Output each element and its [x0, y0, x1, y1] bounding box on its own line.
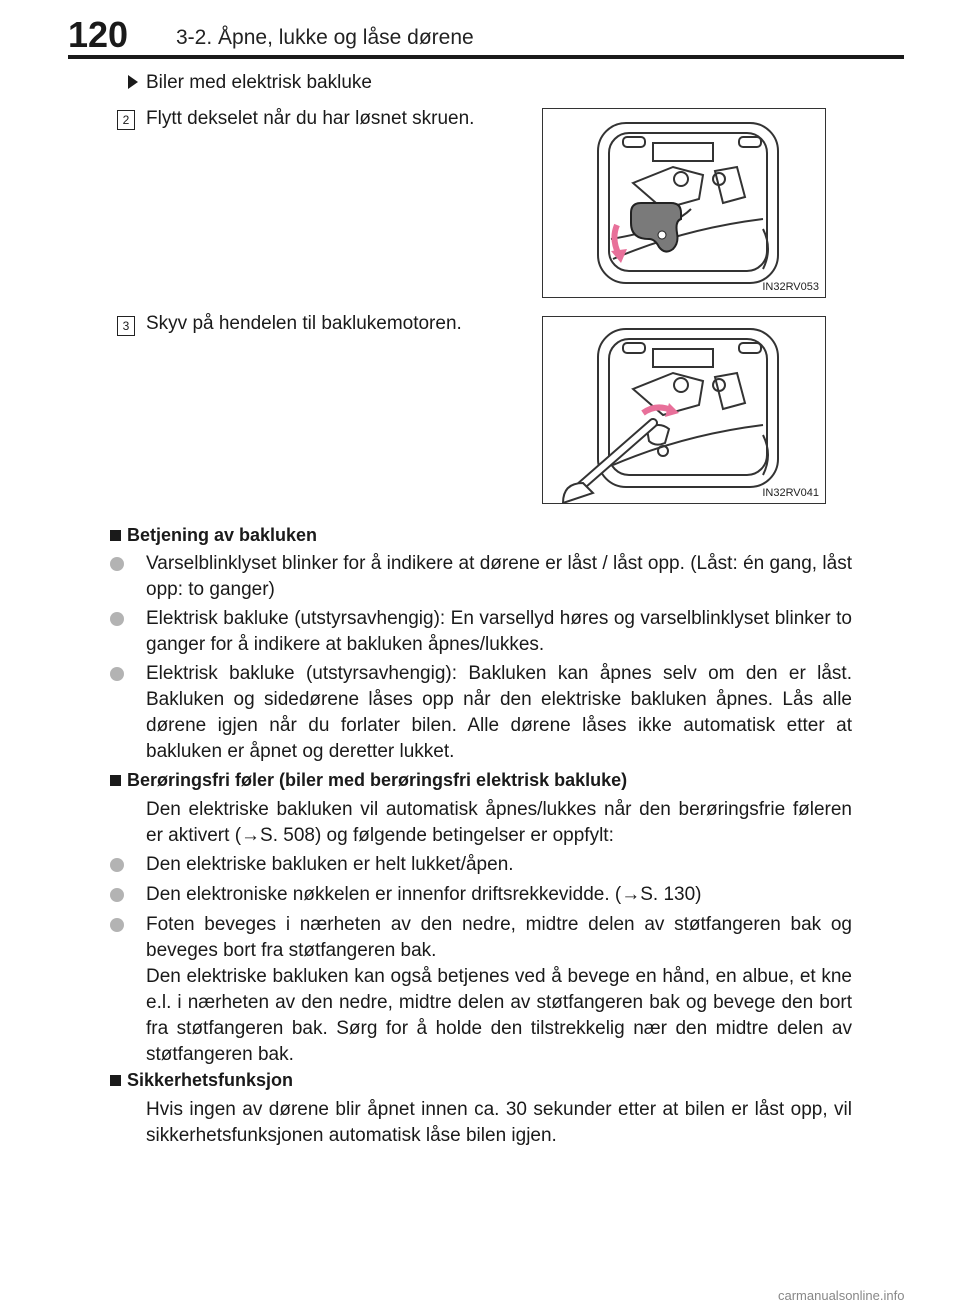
- list-item: [110, 551, 852, 603]
- list-item: [110, 606, 852, 658]
- list-item-text: Den elektriske bakluken er helt lukket/åpen.: [146, 854, 514, 875]
- figure-illustration: [543, 317, 825, 503]
- triangle-bullet-icon: [128, 75, 138, 89]
- section-intro: Den elektriske bakluken vil automatisk åpnes/lukkes når den berøringsfrie føleren er aktivert (→S. 508) og følgende betingelser er oppfylt:: [146, 799, 852, 846]
- step-text-2: Flytt dekselet når du har løsnet skruen.: [146, 108, 475, 129]
- header-rule: [68, 55, 904, 59]
- bullet-dot-icon: [110, 888, 124, 902]
- page-number: 120: [68, 14, 129, 55]
- section-title-safety: [110, 1070, 293, 1091]
- list-item-paragraph: Den elektriske bakluken kan også betjenes ved å bevege en hånd, en albue, et kne e.l. i nærheten av den nedre, midtre delen av støtfangeren bak og bevege den bort fra støtfangeren bak. Sørg for å holde den tilstrekkelig nær den midtre delen av støtfangeren bak.: [146, 966, 852, 1065]
- section-text: Hvis ingen av dørene blir åpnet innen ca. 30 sekunder etter at bilen er låst opp, vil sikkerhetsfunksjonen automatisk låse bilen igjen.: [146, 1099, 852, 1146]
- list-item: [110, 661, 852, 765]
- list-item-text: [146, 912, 852, 1068]
- chapter-title: 3-2. Åpne, lukke og låse dørene: [176, 26, 474, 49]
- watermark: carmanualsonline.info: [778, 1288, 905, 1303]
- list-item: [110, 852, 852, 878]
- subheading: [128, 72, 372, 94]
- list-item-text: Varselblinklyset blinker for å indikere at dørene er låst / låst opp. (Låst: én gang, låst opp: to ganger): [146, 553, 852, 600]
- list-item-text: Den elektroniske nøkkelen er innenfor driftsrekkevidde. (→S. 130): [146, 884, 702, 905]
- section-title-text: Berøringsfri føler (biler med berøringsfri elektrisk bakluke): [127, 770, 628, 790]
- figure-code: IN32RV053: [762, 281, 819, 293]
- figure-push-lever: [542, 316, 826, 504]
- figure-remove-cover: [542, 108, 826, 298]
- bullet-dot-icon: [110, 667, 124, 681]
- square-bullet-icon: [110, 775, 121, 786]
- square-bullet-icon: [110, 1075, 121, 1086]
- bullet-dot-icon: [110, 918, 124, 932]
- list-item-paragraph: Foten beveges i nærheten av den nedre, midtre delen av støtfangeren bak og beveges bort fra støtfangeren bak.: [146, 914, 852, 961]
- bullet-dot-icon: [110, 858, 124, 872]
- figure-code: IN32RV041: [762, 487, 819, 499]
- step-text-3: Skyv på hendelen til baklukemotoren.: [146, 313, 462, 334]
- section-title-operation: [110, 525, 317, 546]
- list-item-text: Elektrisk bakluke (utstyrsavhengig): En varsellyd høres og varselblinklyset blinker to ganger for å indikere at bakluken åpnes/lukkes.: [146, 608, 852, 655]
- subheading-text: Biler med elektrisk bakluke: [146, 72, 372, 93]
- list-item: [110, 882, 852, 908]
- list-item: [110, 912, 852, 1068]
- bullet-dot-icon: [110, 557, 124, 571]
- step-number-2: 2: [117, 110, 135, 130]
- bullet-dot-icon: [110, 612, 124, 626]
- section-title-text: Sikkerhetsfunksjon: [127, 1070, 294, 1090]
- section-title-touchless-sensor: [110, 770, 627, 791]
- step-number-3: 3: [117, 316, 135, 336]
- figure-illustration: [543, 109, 825, 297]
- square-bullet-icon: [110, 530, 121, 541]
- list-item-text: Elektrisk bakluke (utstyrsavhengig): Bakluken kan åpnes selv om den er låst. Bakluken og sidedørene låses opp når den elektriske bakluken åpnes. Lås alle dørene igjen når du forlater bilen. Alle dørene låses ikke automatisk etter at bakluken er åpnet og deretter lukket.: [146, 663, 852, 762]
- section-title-text: Betjening av bakluken: [127, 525, 318, 545]
